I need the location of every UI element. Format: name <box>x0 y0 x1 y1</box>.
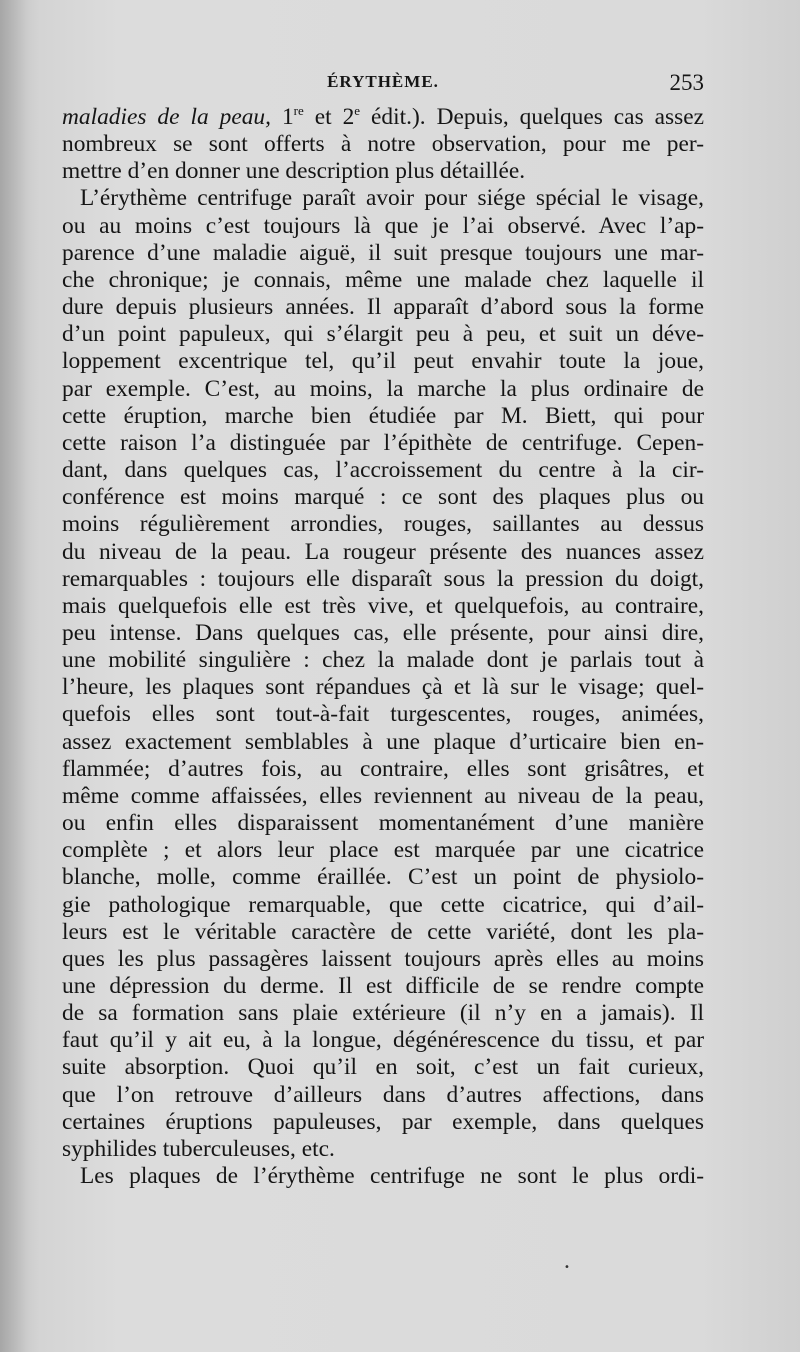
text-line <box>62 1082 704 1109</box>
text-run: du niveau de la peau. La rougeur présente des nuances assez <box>62 538 704 565</box>
text-run: suite absorption. Quoi qu’il en soit, c’est un fait curieux, <box>62 1054 704 1081</box>
text-run: moins régulièrement arrondies, rouges, saillantes au dessus <box>62 511 704 538</box>
text-line <box>62 837 704 864</box>
text-line <box>62 1163 704 1190</box>
text-line <box>62 457 704 484</box>
text-run: certaines éruptions papuleuses, par exemple, dans quelques <box>62 1108 704 1135</box>
text-run: peu intense. Dans quelques cas, elle présente, pour ainsi dire, <box>62 619 704 646</box>
text-run: dure depuis plusieurs années. Il apparaît d’abord sous la forme <box>62 294 704 321</box>
text-run: complète ; et alors leur place est marquée par une cicatrice <box>62 837 704 864</box>
text-line <box>62 104 704 131</box>
superscript-text: e <box>354 103 361 119</box>
body-text <box>62 104 704 1190</box>
text-run: loppement excentrique tel, qu’il peut envahir toute la joue, <box>62 348 704 375</box>
text-run: che chronique; je connais, même une malade chez laquelle il <box>62 266 704 293</box>
page-number: 253 <box>669 70 704 95</box>
text-run: ou au moins c’est toujours là que je l’ai observé. Avec l’ap- <box>62 212 704 239</box>
text-line <box>62 1109 704 1136</box>
text-line <box>62 1054 704 1081</box>
text-run: que l’on retrouve d’ailleurs dans d’autres affections, dans <box>62 1081 704 1108</box>
text-run: même comme affaissées, elles reviennent au niveau de la peau, <box>62 782 704 809</box>
text-run: dant, dans quelques cas, l’accroissement du centre à la cir- <box>62 457 704 484</box>
text-run: édit.). Depuis, quelques cas assez <box>360 104 704 130</box>
text-line <box>62 294 704 321</box>
text-run: d’un point papuleux, qui s’élargit peu à peu, et suit un déve- <box>62 321 704 348</box>
text-line <box>62 729 704 756</box>
text-line <box>62 321 704 348</box>
text-line <box>62 892 704 919</box>
text-line <box>62 566 704 593</box>
text-line <box>62 756 704 783</box>
text-run: L’érythème centrifuge paraît avoir pour siége spécial le visage, <box>80 185 704 212</box>
text-run: assez exactement semblables à une plaque d’urticaire bien en- <box>62 728 704 755</box>
text-run: 1 <box>270 104 294 130</box>
ink-speck: • <box>564 1262 570 1273</box>
text-line <box>62 403 704 430</box>
running-title: ÉRYTHÈME. <box>327 72 439 91</box>
text-run: de sa formation sans plaie extérieure (il n’y en a jamais). Il <box>62 1000 704 1027</box>
text-line <box>62 1027 704 1054</box>
text-line <box>62 593 704 620</box>
text-line <box>62 674 704 701</box>
text-run: leurs est le véritable caractère de cette variété, dont les pla- <box>62 918 704 945</box>
text-run: une mobilité singulière : chez la malade dont je parlais tout à <box>62 647 704 674</box>
text-line <box>62 267 704 294</box>
text-line <box>62 348 704 375</box>
running-head <box>62 72 704 102</box>
text-line <box>62 511 704 538</box>
text-run: nombreux se sont offerts à notre observation, pour me per- <box>62 131 704 158</box>
text-line <box>62 864 704 891</box>
italic-text: maladies de la peau, <box>62 104 271 130</box>
text-line <box>62 810 704 837</box>
text-run: l’heure, les plaques sont répandues çà et là sur le visage; quel- <box>62 674 704 701</box>
text-run: par exemple. C’est, au moins, la marche la plus ordinaire de <box>62 375 704 402</box>
text-run: cette raison l’a distinguée par l’épithète de centrifuge. Cepen- <box>62 429 704 456</box>
text-run: cette éruption, marche bien étudiée par M. Biett, qui pour <box>62 402 704 429</box>
text-run: mais quelquefois elle est très vive, et quelquefois, au contraire, <box>62 592 704 619</box>
text-run: ou enfin elles disparaissent momentanément d’une manière <box>62 810 704 837</box>
text-line <box>62 701 704 728</box>
text-run: ques les plus passagères laissent toujours après elles au moins <box>62 945 704 972</box>
text-line <box>62 1136 704 1163</box>
text-run: parence d’une maladie aiguë, il suit presque toujours une mar- <box>62 239 704 266</box>
text-run: faut qu’il y ait eu, à la longue, dégénérescence du tissu, et par <box>62 1027 704 1054</box>
text-line <box>62 783 704 810</box>
text-run: quefois elles sont tout-à-fait turgescentes, rouges, animées, <box>62 701 704 728</box>
text-line <box>62 430 704 457</box>
text-run: syphilides tuberculeuses, etc. <box>62 1135 335 1162</box>
text-line <box>62 185 704 212</box>
text-line <box>62 158 704 185</box>
text-run: et 2 <box>303 104 355 130</box>
text-line <box>62 213 704 240</box>
text-run: mettre d’en donner une description plus détaillée. <box>62 158 526 185</box>
text-line <box>62 131 704 158</box>
text-line <box>62 973 704 1000</box>
superscript-text: re <box>293 103 304 119</box>
text-run: une dépression du derme. Il est difficile de se rendre compte <box>62 973 704 999</box>
text-run: flammée; d’autres fois, au contraire, elles sont grisâtres, et <box>62 755 704 782</box>
text-line <box>62 919 704 946</box>
text-run: remarquables : toujours elle disparaît sous la pression du doigt, <box>62 565 704 592</box>
text-run: gie pathologique remarquable, que cette cicatrice, qui d’ail- <box>62 891 704 918</box>
text-run: Les plaques de l’érythème centrifuge ne sont le plus ordi- <box>80 1163 704 1190</box>
text-line <box>62 647 704 674</box>
text-line <box>62 946 704 973</box>
text-line <box>62 240 704 267</box>
text-line <box>62 620 704 647</box>
text-run: blanche, molle, comme éraillée. C’est un point de physiolo- <box>62 864 704 891</box>
text-line <box>62 376 704 403</box>
text-line <box>62 484 704 511</box>
text-run: conférence est moins marqué : ce sont des plaques plus ou <box>62 484 704 511</box>
text-line <box>62 1000 704 1027</box>
text-line <box>62 539 704 566</box>
